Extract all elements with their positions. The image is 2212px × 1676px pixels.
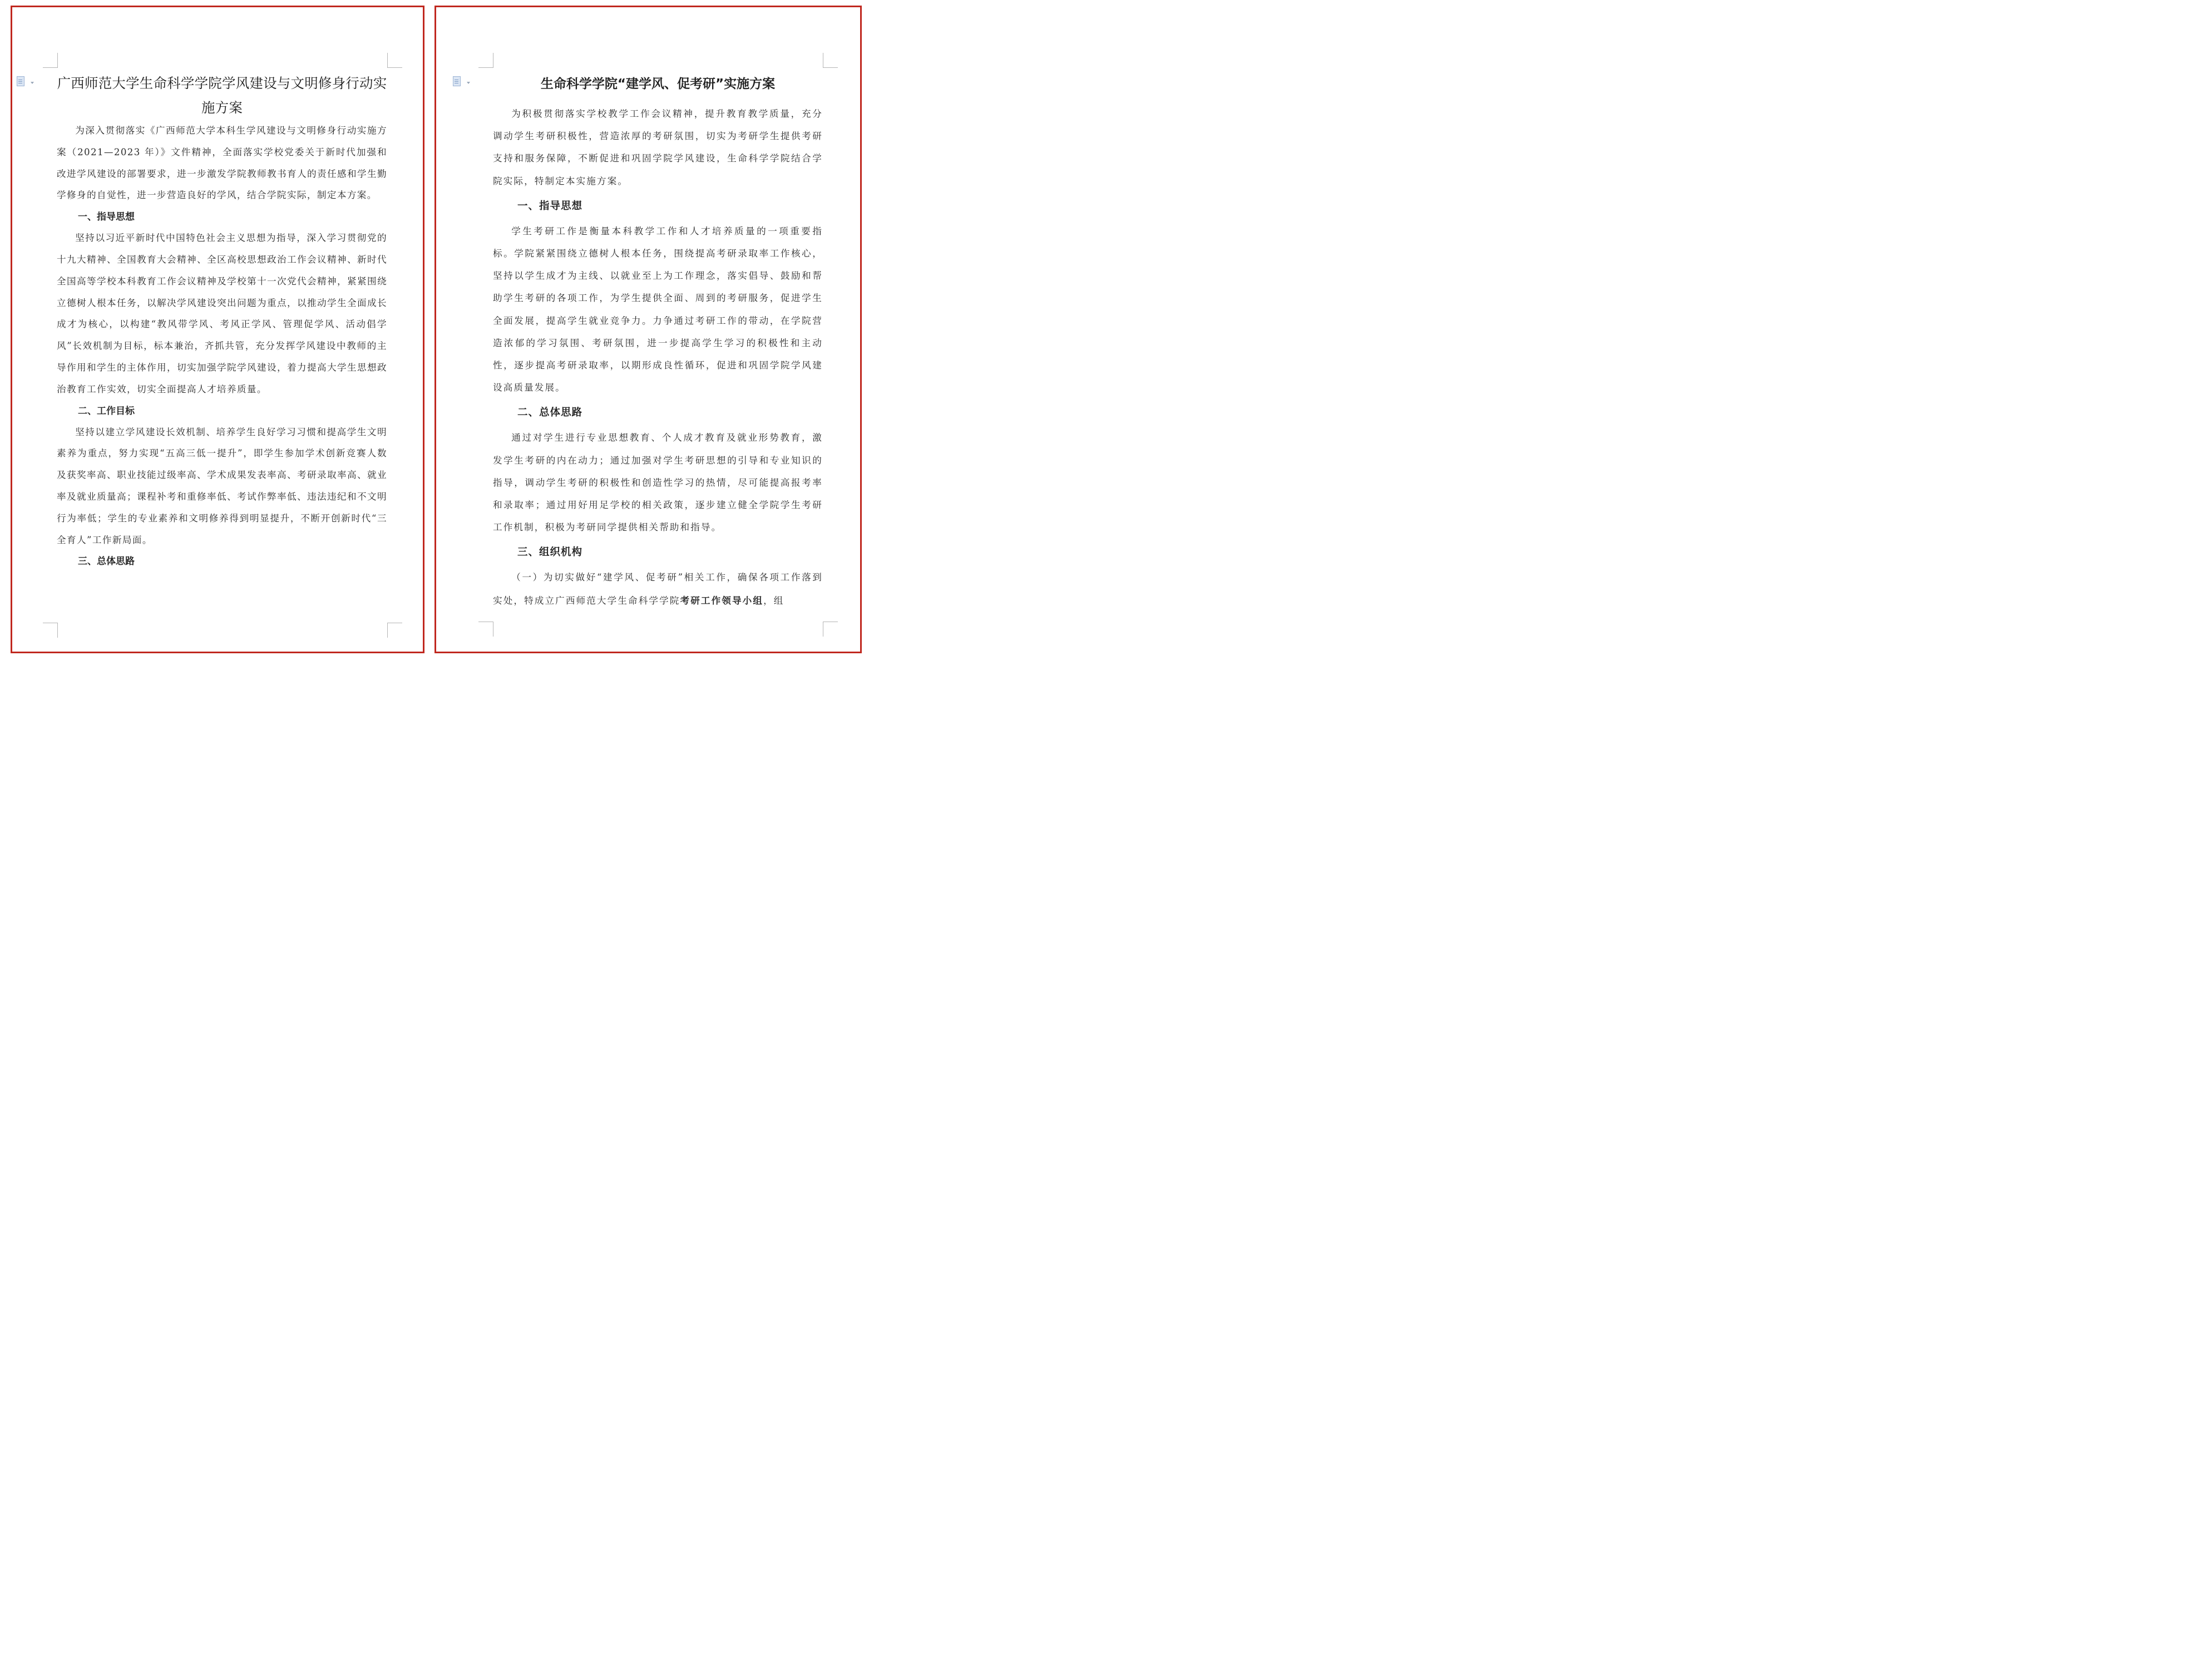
margin-mark-top-right <box>387 53 402 68</box>
page-1-content <box>57 71 387 572</box>
page-2-content <box>493 70 823 612</box>
section-body: 学生考研工作是衡量本科教学工作和人才培养质量的一项重要指标。学院紧紧围绕立德树人根本任务，围绕提高考研录取率工作核心，坚持以学生成才为主线、以就业至上为工作理念，落实倡导、鼓励和帮助学生考研的各项工作，为学生提供全面、周到的考研服务，促进学生全面发展，提高学生就业竞争力。力争通过考研工作的带动，在学院营造浓郁的学习氛围、考研氛围，进一步提高学生学习的积极性和主动性，逐步提高考研录取率，以期形成良性循环，促进和巩固学院学风建设高质量发展。 <box>493 225 823 393</box>
section-heading: 三、组织机构 <box>517 546 583 559</box>
margin-mark-top-right <box>823 53 838 68</box>
section-body: 坚持以习近平新时代中国特色社会主义思想为指导，深入学习贯彻党的十九大精神、全国教育大会精神、全区高校思想政治工作会议精神、新时代全国高等学校本科教育工作会议精神及学校第十一次党代会精神，紧紧围绕立德树人根本任务，以解决学风建设突出问题为重点，以推动学生全面成长成才为核心，以构建“教风带学风、考风正学风、管理促学风、活动倡学风”长效机制为目标，标本兼治，齐抓共管，充分发挥学风建设中教师的主导作用和学生的主体作用，切实加强学院学风建设，着力提高大学生思想政治教育工作实效，切实全面提高人才培养质量。 <box>57 233 387 395</box>
margin-mark-top-left <box>478 53 493 68</box>
section-body: 通过对学生进行专业思想教育、个人成才教育及就业形势教育，激发学生考研的内在动力；通过加强对学生考研思想的引导和专业知识的指导，调动学生考研的积极性和创造性学习的热情，尽可能提高报考率和录取率；通过用好用足学校的相关政策，逐步建立健全学院学生考研工作机制，积极为考研同学提供相关帮助和指导。 <box>493 432 823 533</box>
margin-mark-bottom-left <box>43 623 58 638</box>
section-heading: 一、指导思想 <box>517 200 583 212</box>
document-page-1 <box>11 6 424 653</box>
document-icon[interactable] <box>453 76 461 86</box>
intro-paragraph: 为深入贯彻落实《广西师范大学本科生学风建设与文明修身行动实施方案（2021—2023 年）》文件精神，全面落实学校党委关于新时代加强和改进学风建设的部署要求，进一步激发学院教师教书育人的责任感和学生勤学修身的自觉性，进一步营造良好的学风，结合学院实际，制定本方案。 <box>57 125 387 201</box>
margin-mark-bottom-right <box>387 623 402 638</box>
margin-mark-top-left <box>43 53 58 68</box>
dropdown-caret-icon[interactable] <box>31 82 34 84</box>
document-icon[interactable] <box>17 76 24 86</box>
bold-phrase: 考研工作领导小组 <box>680 594 764 606</box>
document-page-2 <box>434 6 862 653</box>
section-heading: 二、总体思路 <box>517 407 583 419</box>
intro-paragraph: 为积极贯彻落实学校教学工作会议精神，提升教育教学质量，充分调动学生考研积极性，营造浓厚的考研氛围，切实为考研学生提供考研支持和服务保障，不断促进和巩固学院学风建设，生命科学学院结合学院实际，特制定本实施方案。 <box>493 109 823 186</box>
section-heading: 一、指导思想 <box>78 211 135 223</box>
margin-mark-bottom-left <box>478 622 493 637</box>
page-title: 生命科学学院“建学风、促考研”实施方案 <box>540 77 776 91</box>
section-body: 坚持以建立学风建设长效机制、培养学生良好学习习惯和提高学生文明素养为重点，努力实现“五高三低一提升”，即学生参加学术创新竞赛人数及获奖率高、职业技能过级率高、学术成果发表率高、考研录取率高、就业率及就业质量高；课程补考和重修率低、考试作弊率低、违法违纪和不文明行为率低；学生的专业素养和文明修养得到明显提升，不断开创新时代“三全育人”工作新局面。 <box>57 426 387 545</box>
section-body <box>493 566 823 612</box>
dropdown-caret-icon[interactable] <box>467 82 470 84</box>
section-heading: 三、总体思路 <box>78 556 135 568</box>
section-heading: 二、工作目标 <box>78 405 135 417</box>
section-body-text: （一）为切实做好“建学风、促考研”相关工作，确保各项工作落到实处，特成立广西师范大学生命科学学院 <box>493 572 823 606</box>
margin-mark-bottom-right <box>823 622 838 637</box>
section-body-text: ，组 <box>763 595 784 606</box>
page-title: 广西师范大学生命科学学院学风建设与文明修身行动实施方案 <box>57 75 387 116</box>
